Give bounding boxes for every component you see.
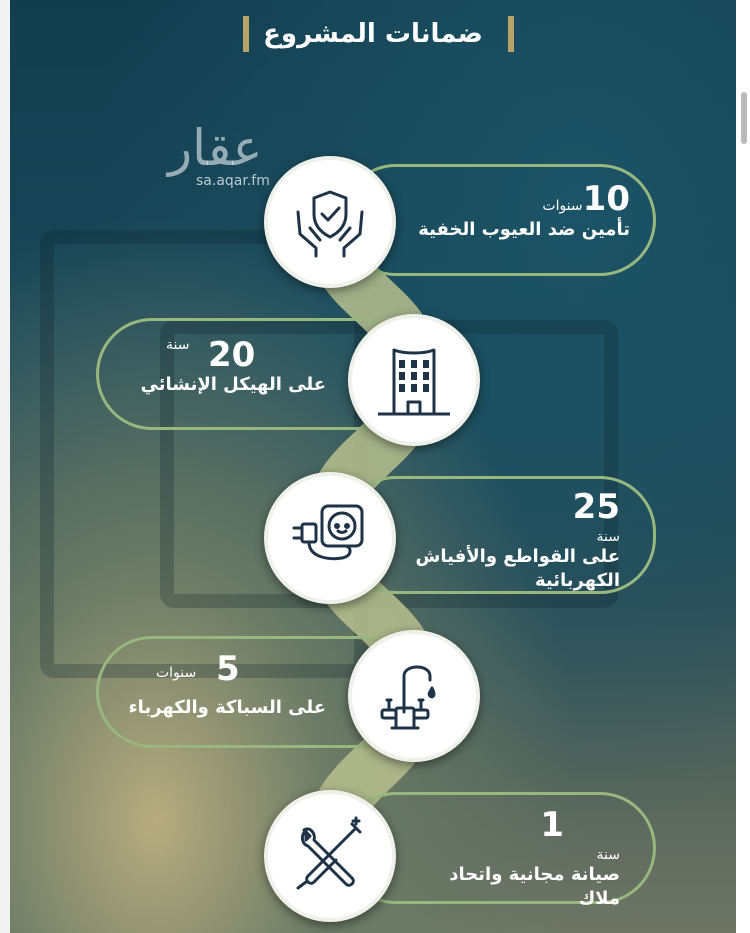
guarantee-description: صيانة مجانية واتحاد ملاك	[449, 864, 620, 909]
connector-chain	[10, 0, 736, 933]
years-number: 5	[216, 649, 240, 689]
scrollbar-thumb[interactable]	[741, 92, 747, 144]
years-number: 10	[582, 179, 630, 219]
shield-hands-icon	[290, 182, 370, 262]
years-unit: سنة	[596, 847, 620, 863]
years-unit: سنوات	[542, 198, 583, 214]
faucet-icon	[374, 656, 454, 736]
guarantee-description: على الهيكل الإنشائي	[140, 374, 326, 395]
icon-circle-5	[264, 790, 396, 922]
building-icon	[374, 340, 454, 420]
guarantee-description: على القواطع والأفياش	[415, 546, 620, 567]
icon-circle-2	[348, 314, 480, 446]
icon-circle-1	[264, 156, 396, 288]
years-number: 25	[572, 487, 620, 527]
years-unit: سنة	[166, 337, 190, 353]
guarantee-text-4	[120, 650, 326, 720]
icon-circle-4	[348, 630, 480, 762]
years-unit: سنوات	[156, 665, 197, 681]
guarantee-text-2	[120, 336, 326, 397]
guarantee-description-line2: الكهربائية	[534, 570, 620, 591]
tools-icon	[290, 816, 370, 896]
years-number: 20	[208, 335, 256, 375]
watermark-url: sa.aqar.fm	[196, 173, 270, 189]
years-number: 1	[540, 805, 564, 845]
guarantee-text-5	[414, 806, 620, 911]
icon-circle-3	[264, 472, 396, 604]
guarantee-text-3	[414, 488, 620, 593]
guarantee-description: تأمين ضد العيوب الخفية	[418, 219, 630, 240]
guarantee-text-1	[414, 180, 630, 242]
guarantee-description: على السباكة والكهرباء	[128, 697, 326, 718]
page-title: ضمانات المشروع	[263, 19, 483, 49]
watermark-logo: عقار	[168, 119, 263, 177]
years-unit: سنة	[596, 529, 620, 545]
plug-socket-icon	[290, 498, 370, 578]
guarantees-poster	[10, 0, 736, 933]
